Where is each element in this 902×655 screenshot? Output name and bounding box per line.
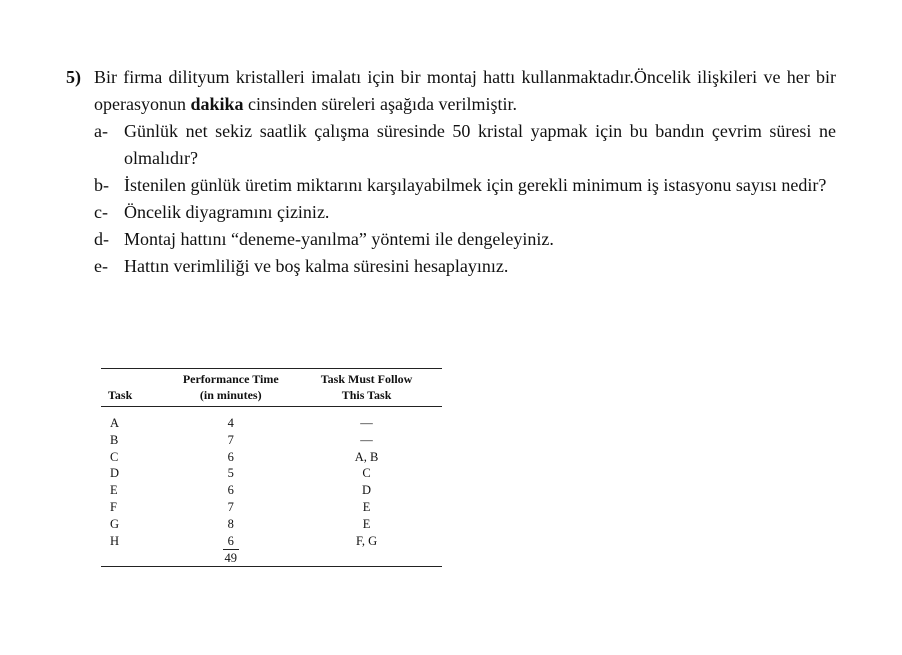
task-cell: E (110, 483, 118, 498)
sub-question-b (66, 172, 836, 199)
time-cell (170, 533, 291, 550)
task-cell: C (110, 449, 119, 464)
sub-question-text: Günlük net sekiz saatlik çalışma süresinde 50 kristal yapmak için bu bandın çevrim süresi ne olmalıdır? (124, 121, 836, 168)
predecessor-cell: — (360, 432, 373, 447)
predecessor-cell: E (362, 499, 371, 514)
sub-question-a (66, 118, 836, 172)
question-number: 5) (66, 67, 81, 87)
time-cell: 4 (227, 416, 234, 430)
header-time-line1: Performance Time (182, 372, 279, 386)
header-predecessor (291, 369, 442, 407)
sub-question-text: İstenilen günlük üretim miktarını karşılayabilmek için gerekli minimum iş istasyonu sayısı nedir? (124, 175, 827, 195)
sub-question-letter: b- (94, 175, 109, 195)
time-cell: 7 (227, 499, 234, 514)
time-cell: 7 (227, 432, 234, 447)
sub-question-letter: d- (94, 229, 109, 249)
sub-question-e (66, 253, 836, 280)
sub-question-text: Montaj hattını “deneme-yanılma” yöntemi ile dengeleyiniz. (124, 229, 554, 249)
table-bottom-rule (101, 567, 442, 570)
table-total-row (101, 550, 442, 567)
header-performance-time (170, 369, 291, 407)
table-row (101, 516, 442, 533)
task-cell: G (110, 516, 120, 531)
header-time-line2: (in minutes) (199, 388, 262, 402)
table-row (101, 432, 442, 449)
predecessor-cell: F, G (355, 533, 378, 548)
predecessor-cell: E (362, 516, 371, 531)
table-row (101, 533, 442, 550)
predecessor-cell: D (362, 483, 372, 498)
time-cell: 8 (227, 516, 234, 531)
task-cell: B (110, 432, 119, 447)
sub-question-list (66, 118, 836, 280)
sub-question-letter: c- (94, 202, 108, 222)
time-cell: 6 (227, 449, 234, 464)
task-table (101, 368, 442, 569)
table-row (101, 449, 442, 466)
intro-text-part1: Bir firma dilityum kristalleri imalatı için bir montaj hattı kullanmaktadır.Öncelik ilişkileri ve her bir operasyonun (94, 67, 836, 114)
intro-bold-word: dakika (190, 94, 244, 114)
total-cell: 49 (224, 550, 237, 565)
question-block (66, 64, 836, 280)
time-cell: 5 (227, 466, 234, 481)
predecessor-cell: — (360, 416, 373, 430)
task-cell: D (110, 466, 120, 481)
table-row (101, 499, 442, 516)
sub-question-text: Öncelik diyagramını çiziniz. (124, 202, 330, 222)
time-cell: 6 (227, 483, 234, 498)
header-follow-line2: This Task (341, 388, 392, 402)
sub-question-d (66, 226, 836, 253)
predecessor-cell: C (362, 466, 371, 481)
table-header-row (101, 369, 442, 407)
sub-question-letter: e- (94, 256, 108, 276)
table-row (101, 482, 442, 499)
task-cell: A (110, 416, 120, 430)
table-row (101, 407, 442, 432)
last-time-value: 6 (223, 534, 239, 550)
table-row (101, 465, 442, 482)
header-follow-line1: Task Must Follow (320, 372, 413, 386)
sub-question-text: Hattın verimliliği ve boş kalma süresini hesaplayınız. (124, 256, 509, 276)
task-cell: F (110, 499, 117, 514)
task-table-container (101, 368, 442, 569)
sub-question-c (66, 199, 836, 226)
sub-question-letter: a- (94, 121, 108, 141)
intro-text-part2: cinsinden süreleri aşağıda verilmiştir. (243, 94, 517, 114)
header-task: Task (108, 388, 133, 402)
predecessor-cell: A, B (354, 449, 379, 464)
task-cell: H (110, 533, 120, 548)
question-intro (66, 64, 836, 118)
